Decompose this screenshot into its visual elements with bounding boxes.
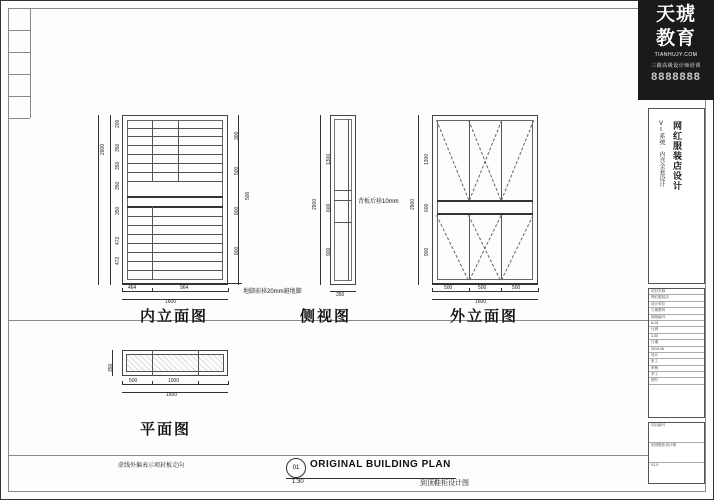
inner-elevation-inner-frame	[127, 120, 223, 280]
inner-bottom-dim-line	[122, 291, 228, 292]
tb-key: 审核	[651, 365, 659, 370]
inner-frame-left	[8, 8, 9, 491]
skirting-leader	[228, 283, 242, 284]
tb-val: A-01	[651, 320, 659, 325]
margin-column-line	[30, 8, 31, 118]
title-block-bottom-row	[649, 463, 704, 483]
dim-bottom-464: 464	[128, 285, 137, 291]
margin-row-4	[8, 96, 30, 97]
title-block-bottom-row	[649, 423, 704, 443]
shelf-line	[127, 128, 223, 129]
tb-val: 2019.06	[651, 346, 664, 351]
shelf-line	[127, 243, 223, 244]
shelf-line	[127, 136, 223, 137]
drawing-label-cn: 到顶鞋柜设计图	[420, 480, 469, 487]
dim-tick	[469, 288, 470, 292]
shelf-line	[127, 145, 223, 146]
dim-tick	[198, 381, 199, 385]
side-shelf-line	[334, 222, 352, 223]
company-logo	[638, 0, 714, 100]
skirting-note: 地脚前移20mm避地脚	[243, 289, 302, 295]
title-block-bottom	[648, 422, 705, 484]
shelf-line	[127, 225, 223, 226]
logo-phone: 8888888	[651, 71, 701, 83]
shelf-line	[127, 181, 223, 182]
margin-row-1	[8, 30, 30, 31]
dim-left-3: 350	[115, 161, 121, 170]
side-dim-600: 600	[326, 203, 332, 212]
dim-left-1: 200	[115, 119, 121, 128]
drawing-label-scale: 1:30	[292, 479, 304, 485]
dim-right-total: 500	[245, 191, 251, 200]
plan-dim-height: 350	[108, 363, 114, 372]
drawing-number-bubble: 01	[286, 458, 306, 478]
drawing-label-name: ORIGINAL BUILDING PLAN	[310, 459, 451, 470]
side-shelf-line	[334, 200, 352, 201]
tb-key: 日期	[651, 340, 659, 345]
title-block-vertical	[648, 108, 705, 284]
margin-row-5	[8, 118, 30, 119]
inner-elevation-title: 内立面图	[140, 308, 209, 325]
outer-elevation-title: 外立面图	[450, 308, 519, 325]
shelf-line	[127, 163, 223, 164]
dim-left-5: 350	[115, 206, 121, 215]
sheet-divider-2	[8, 455, 648, 456]
title-block-bottom-row	[649, 443, 704, 463]
outer-dim-height: 2900	[410, 198, 416, 210]
dim-tick	[432, 288, 433, 292]
mid-band-top	[127, 196, 223, 198]
tb-key: 设计单位	[651, 301, 666, 306]
title-block-vertical-sub: VI系统·内含全套设计	[658, 121, 664, 187]
side-left-dim-line	[320, 115, 321, 285]
shelf-line	[127, 270, 223, 271]
plan-dim-500: 500	[129, 378, 138, 384]
inner-frame-bottom	[8, 491, 706, 492]
tb-val: 天琥教育	[651, 308, 666, 313]
shelf-divider	[152, 206, 153, 280]
side-dim-height: 2900	[312, 198, 318, 210]
dim-tick	[152, 288, 153, 292]
dim-right-1: 300	[234, 131, 240, 140]
side-dim-1300: 1300	[326, 153, 332, 165]
sheet-border-left	[0, 0, 1, 500]
door-divider	[501, 215, 502, 280]
dim-tick	[228, 381, 229, 385]
shelf-line	[127, 216, 223, 217]
dim-tick	[538, 288, 539, 292]
dim-right-4: 800	[234, 246, 240, 255]
dim-left-4: 350	[115, 181, 121, 190]
tb-val: 1:30	[651, 333, 658, 338]
plan-divider	[198, 350, 199, 376]
tb-key: 比例	[651, 327, 659, 332]
inner-overall-dim-line	[98, 115, 99, 285]
dim-tick	[122, 381, 123, 385]
back-panel-note: 背板后移10mm	[358, 199, 399, 205]
plan-dim-1000: 1000	[168, 378, 180, 384]
outer-dim-900: 900	[424, 247, 430, 256]
tb-key: 项目编号	[651, 423, 666, 427]
shelf-line	[127, 252, 223, 253]
door-divider	[469, 120, 470, 200]
outer-dim-1300: 1300	[424, 153, 430, 165]
outer-dim-600: 600	[424, 203, 430, 212]
tb-key: 项目名称	[651, 289, 666, 293]
shelf-line	[127, 261, 223, 262]
shelf-divider	[178, 120, 179, 181]
logo-line2: 教育	[655, 27, 696, 49]
shelf-divider	[152, 120, 153, 181]
side-dim-width: 350	[336, 292, 345, 298]
door-divider	[469, 215, 470, 280]
plan-dim-width: 1600	[166, 392, 178, 398]
outer-dim-500-a: 500	[444, 285, 453, 291]
margin-row-2	[8, 52, 30, 53]
inner-left-dim-line	[110, 115, 111, 285]
outer-mid-band	[437, 200, 533, 202]
plan-view-title: 平面图	[140, 421, 192, 438]
shelf-line	[127, 234, 223, 235]
dim-left-6: 472	[115, 236, 121, 245]
arrow-note: 虚线外偏表示项封板走向	[118, 463, 185, 469]
dim-tick	[228, 288, 229, 292]
side-dim-900: 900	[326, 247, 332, 256]
tb-key: 设计	[651, 352, 659, 357]
side-shelf-line	[334, 190, 352, 191]
plan-hatch-fill	[126, 354, 224, 372]
dim-right-2: 500	[234, 166, 240, 175]
tb-key: 图纸编号	[651, 314, 666, 319]
tb-val: V1.0	[651, 463, 659, 467]
outer-bottom-dim-line	[432, 291, 538, 292]
tb-key: 图号	[651, 378, 659, 383]
logo-website: TIANHUJY.COM	[654, 52, 698, 58]
dim-left-7: 472	[115, 256, 121, 265]
side-back-panel	[348, 119, 349, 281]
outer-dim-500-c: 500	[512, 285, 521, 291]
dim-height-2900: 2900	[100, 143, 106, 155]
title-block-vertical-title: 网红服装店设计	[672, 121, 682, 191]
logo-line1: 天琥	[655, 3, 696, 25]
shelf-line	[127, 154, 223, 155]
base-line	[122, 283, 228, 285]
inner-frame-top	[8, 8, 706, 9]
tb-val: 到顶鞋柜设计图	[651, 443, 677, 447]
outer-left-dim-line	[418, 115, 419, 285]
sheet-border-top	[0, 0, 714, 1]
side-view-title: 侧视图	[300, 308, 352, 325]
title-block-info	[648, 288, 705, 418]
outer-dim-500-b: 500	[478, 285, 487, 291]
plan-divider	[152, 350, 153, 376]
dim-tick	[152, 381, 153, 385]
dim-right-3: 800	[234, 206, 240, 215]
dim-left-2: 350	[115, 143, 121, 152]
dim-width-1600: 1600	[165, 299, 177, 305]
inner-right-dim-line	[238, 115, 239, 285]
outer-dim-width: 1600	[475, 299, 487, 305]
dim-tick	[501, 288, 502, 292]
outer-mid-band-2	[437, 213, 533, 215]
tb-val: 张工	[651, 359, 659, 364]
door-divider	[501, 120, 502, 200]
dim-bottom-964: 964	[180, 285, 189, 291]
margin-row-3	[8, 74, 30, 75]
shelf-line	[127, 172, 223, 173]
plan-bottom-dim-line	[122, 384, 228, 385]
title-block-row	[649, 378, 704, 384]
dim-tick	[122, 288, 123, 292]
mid-band-bottom	[127, 206, 223, 208]
tb-val: 网红服装店	[651, 295, 669, 300]
tb-val: 李工	[651, 372, 659, 377]
logo-tagline: 三路高级设计师培训	[651, 63, 701, 69]
